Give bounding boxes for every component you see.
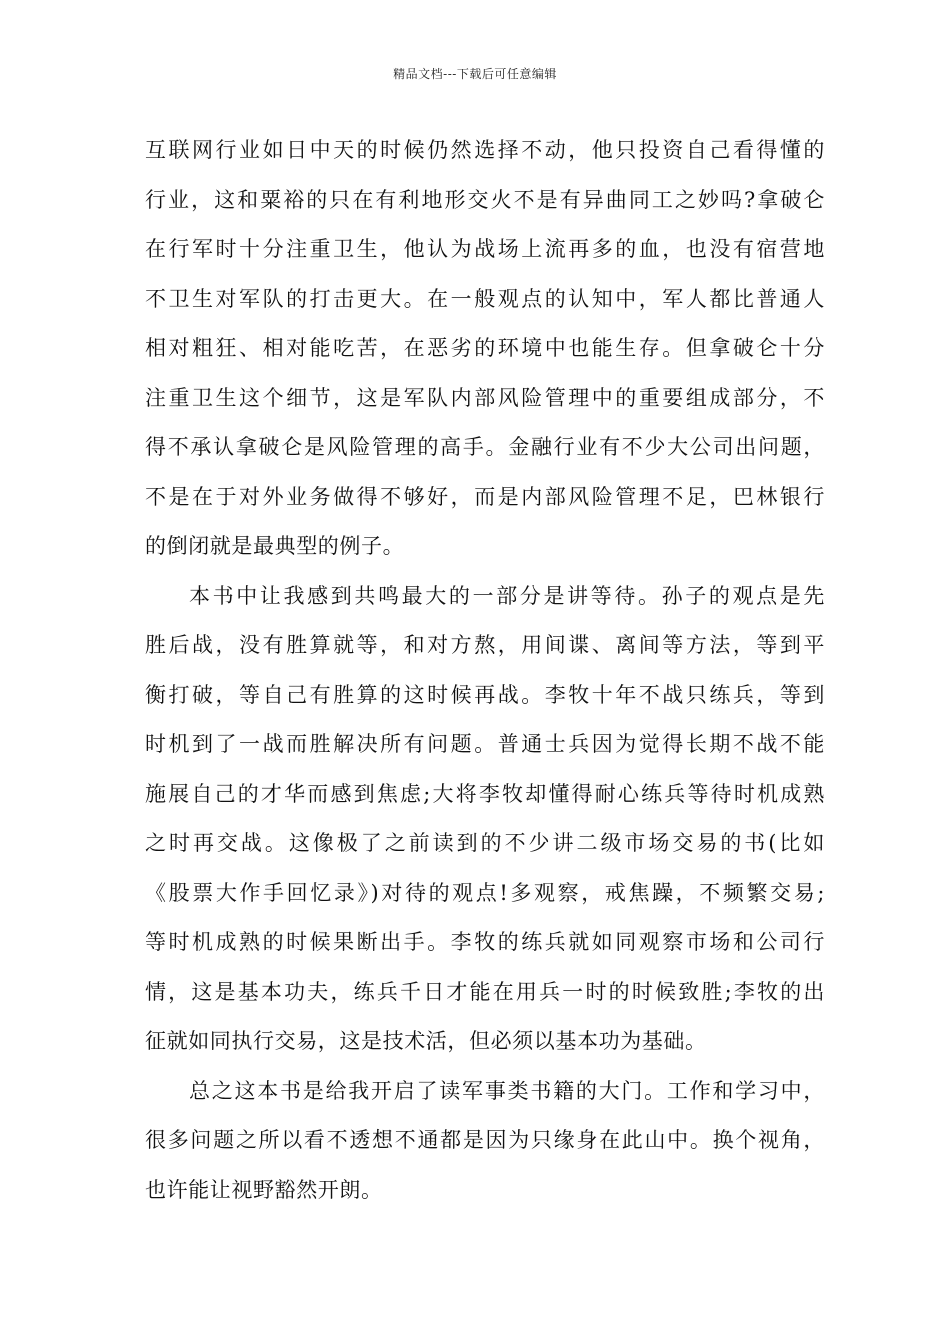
text-line: 等时机成熟的时候果断出手。李牧的练兵就如同观察市场和公司行 xyxy=(145,930,825,954)
paragraph xyxy=(145,576,825,1071)
paragraph xyxy=(145,1071,825,1220)
text-line: 在行军时十分注重卫生，他认为战场上流再多的血，也没有宿营地 xyxy=(145,237,825,261)
text-line: 很多问题之所以看不透想不通都是因为只缘身在此山中。换个视角， xyxy=(145,1128,825,1152)
text-line: 得不承认拿破仑是风险管理的高手。金融行业有不少大公司出问题， xyxy=(145,435,825,459)
text-line: 时机到了一战而胜解决所有问题。普通士兵因为觉得长期不战不能 xyxy=(145,732,825,756)
text-line: 不是在于对外业务做得不够好，而是内部风险管理不足，巴林银行 xyxy=(145,484,825,509)
text-line: 的倒闭就是最典型的例子。 xyxy=(145,534,405,558)
text-line: 相对粗狂、相对能吃苦，在恶劣的环境中也能生存。但拿破仑十分 xyxy=(145,336,825,360)
text-line: 胜后战，没有胜算就等，和对方熬，用间谍、离间等方法，等到平 xyxy=(145,633,825,657)
text-line: 行业，这和粟裕的只在有利地形交火不是有异曲同工之妙吗?拿破仑 xyxy=(145,187,825,212)
page-header: 精品文档---下载后可任意编辑 xyxy=(393,67,557,81)
text-line: 情，这是基本功夫，练兵千日才能在用兵一时的时候致胜;李牧的出 xyxy=(145,979,825,1004)
text-line: 不卫生对军队的打击更大。在一般观点的认知中，军人都比普通人 xyxy=(145,286,825,311)
text-line: 互联网行业如日中天的时候仍然选择不动，他只投资自己看得懂的 xyxy=(145,138,825,162)
text-line: 之时再交战。这像极了之前读到的不少讲二级市场交易的书(比如 xyxy=(145,831,825,855)
text-line: 总之这本书是给我开启了读军事类书籍的大门。工作和学习中， xyxy=(189,1078,825,1103)
paragraph xyxy=(145,130,825,576)
text-line: 注重卫生这个细节，这是军队内部风险管理中的重要组成部分，不 xyxy=(145,385,825,410)
text-line: 衡打破，等自己有胜算的这时候再战。李牧十年不战只练兵，等到 xyxy=(145,682,825,707)
text-line: 征就如同执行交易，这是技术活，但必须以基本功为基础。 xyxy=(145,1029,707,1053)
text-line: 施展自己的才华而感到焦虑;大将李牧却懂得耐心练兵等待时机成熟 xyxy=(145,781,825,806)
text-line: 也许能让视野豁然开朗。 xyxy=(145,1177,383,1202)
text-line: 本书中让我感到共鸣最大的一部分是讲等待。孙子的观点是先 xyxy=(189,583,825,608)
document-body xyxy=(145,130,825,1219)
text-line: 《股票大作手回忆录》)对待的观点!多观察，戒焦躁，不频繁交易; xyxy=(145,880,825,905)
